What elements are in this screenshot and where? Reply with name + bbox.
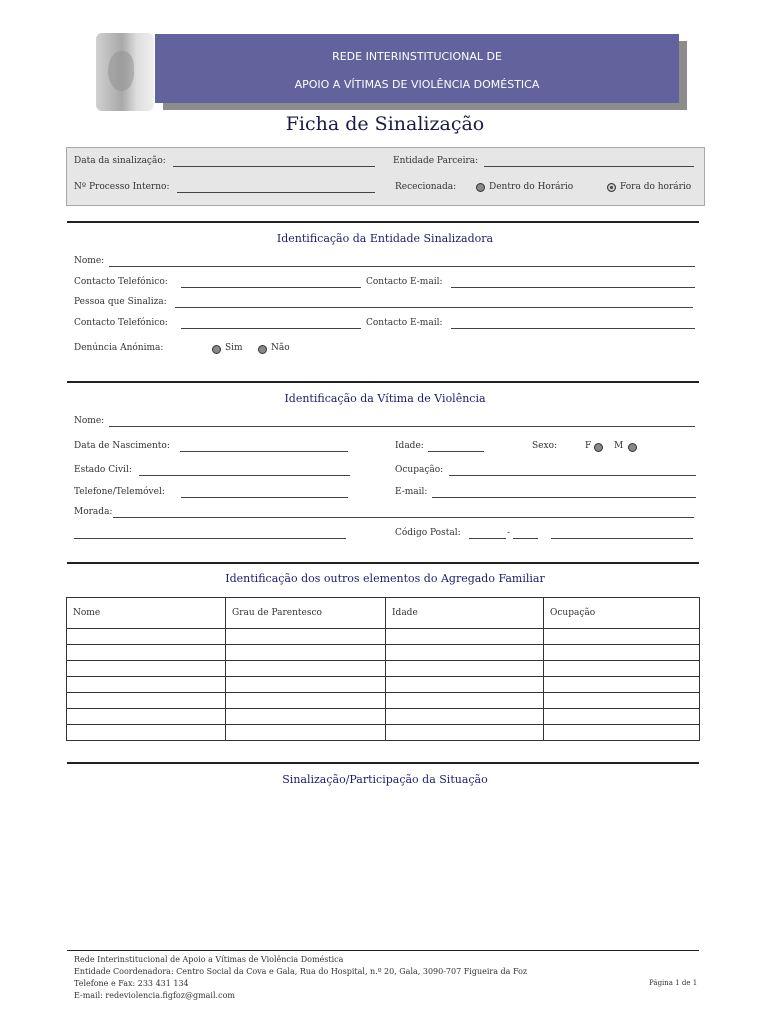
table-cell[interactable] [67,661,226,677]
pessoa-sinaliza-label: Pessoa que Sinaliza: [74,297,167,307]
table-row [67,693,700,709]
morada-field-2[interactable] [74,538,346,539]
table-cell[interactable] [226,661,386,677]
dentro-horario-radio[interactable] [476,183,485,192]
table-row [67,725,700,741]
estado-civil-field[interactable] [139,475,350,476]
column-header-ocupacao: Ocupação [544,598,700,629]
contacto-telefonico-2-label: Contacto Telefónico: [74,318,168,328]
codigo-postal-label: Código Postal: [395,528,461,538]
telefone-field[interactable] [181,497,348,498]
entidade-parceira-field[interactable] [484,166,694,167]
table-cell[interactable] [544,645,700,661]
vitima-email-field[interactable] [432,497,696,498]
codigo-postal-dash: - [507,528,511,538]
table-row [67,661,700,677]
idade-label: Idade: [395,441,424,451]
section-divider [67,762,699,764]
table-row [67,645,700,661]
footer-email: E-mail: redeviolencia.figfoz@gmail.com [74,991,235,1000]
denuncia-sim-radio[interactable] [212,345,221,354]
morada-label: Morada: [74,507,113,517]
table-row [67,709,700,725]
sinalizacao-text-area[interactable] [66,795,700,943]
denuncia-nao-label: Não [271,343,290,353]
data-nascimento-label: Data de Nascimento: [74,441,170,451]
contacto-email-2-field[interactable] [451,328,695,329]
organization-logo [96,33,154,111]
processo-interno-label: Nº Processo Interno: [74,182,170,192]
morada-field[interactable] [113,517,694,518]
idade-field[interactable] [428,451,484,452]
contacto-telefonico-2-field[interactable] [181,328,361,329]
table-row [67,629,700,645]
table-cell[interactable] [386,677,544,693]
table-cell[interactable] [67,645,226,661]
vitima-nome-label: Nome: [74,416,105,426]
table-cell[interactable] [544,661,700,677]
section-divider [67,381,699,383]
table-cell[interactable] [544,677,700,693]
section-title-vitima: Identificação da Vítima de Violência [284,392,486,405]
data-sinalizacao-field[interactable] [173,166,375,167]
denuncia-sim-label: Sim [225,343,243,353]
table-cell[interactable] [386,693,544,709]
table-cell[interactable] [544,693,700,709]
table-cell[interactable] [386,725,544,741]
table-cell[interactable] [67,693,226,709]
sexo-f-label: F [585,441,592,451]
page-number: Página 1 de 1 [649,979,698,987]
table-row [67,677,700,693]
sexo-label: Sexo: [532,441,558,451]
table-header-row [67,598,700,629]
dentro-horario-label: Dentro do Horário [489,182,574,192]
rececionada-label: Rececionada: [395,182,457,192]
table-cell[interactable] [226,725,386,741]
table-cell[interactable] [386,629,544,645]
table-cell[interactable] [386,645,544,661]
pessoa-sinaliza-field[interactable] [175,307,693,308]
data-nascimento-field[interactable] [180,451,348,452]
table-cell[interactable] [544,725,700,741]
table-cell[interactable] [67,725,226,741]
org-name-line1: REDE INTERINSTITUCIONAL DE [332,50,502,63]
column-header-idade: Idade [386,598,544,629]
section-divider [67,221,699,223]
table-cell[interactable] [544,709,700,725]
table-cell[interactable] [67,709,226,725]
section-title-entidade: Identificação da Entidade Sinalizadora [276,232,494,245]
header-banner [155,34,679,103]
table-cell[interactable] [67,629,226,645]
footer [74,954,527,1002]
org-name-line2: APOIO A VÍTIMAS DE VIOLÊNCIA DOMÉSTICA [294,78,540,91]
contacto-email-field[interactable] [451,287,695,288]
table-cell[interactable] [226,693,386,709]
contacto-email-label: Contacto E-mail: [366,277,443,287]
denuncia-anonima-label: Denúncia Anónima: [74,343,164,353]
contacto-telefonico-label: Contacto Telefónico: [74,277,168,287]
ocupacao-label: Ocupação: [395,465,444,475]
telefone-label: Telefone/Telemóvel: [74,487,165,497]
column-header-grau: Grau de Parentesco [226,598,386,629]
footer-divider [67,950,699,951]
household-table [66,597,700,741]
entidade-parceira-label: Entidade Parceira: [393,156,479,166]
data-sinalizacao-label: Data da sinalização: [74,156,166,166]
section-title-agregado: Identificação dos outros elementos do Agregado Familiar [225,572,545,585]
table-cell[interactable] [386,709,544,725]
table-cell[interactable] [226,709,386,725]
ocupacao-field[interactable] [449,475,696,476]
footer-line-1: Rede Interinstitucional de Apoio a Vítimas de Violência Doméstica [74,955,344,964]
processo-interno-field[interactable] [177,192,375,193]
contacto-email-2-label: Contacto E-mail: [366,318,443,328]
nome-field[interactable] [109,266,695,267]
fora-horario-radio[interactable] [607,183,616,192]
footer-line-3: Telefone e Fax: 233 431 134 [74,979,189,988]
table-cell[interactable] [226,677,386,693]
localidade-field[interactable] [551,538,693,539]
section-title-sinalizacao: Sinalização/Participação da Situação [282,773,488,786]
codigo-postal-field-1[interactable] [469,538,506,539]
codigo-postal-field-2[interactable] [513,538,538,539]
table-cell[interactable] [386,661,544,677]
table-cell[interactable] [67,677,226,693]
nome-label: Nome: [74,256,105,266]
table-cell[interactable] [226,645,386,661]
page-title: Ficha de Sinalização [285,113,485,135]
footer-line-2: Entidade Coordenadora: Centro Social da Cova e Gala, Rua do Hospital, n.º 20, Gala, 3090-707 Figueira da Foz [74,967,528,976]
vitima-nome-field[interactable] [109,426,695,427]
sexo-m-radio[interactable] [628,443,637,452]
section-divider [67,562,699,564]
fora-horario-label: Fora do horário [620,182,692,192]
vitima-email-label: E-mail: [395,487,428,497]
sexo-f-radio[interactable] [594,443,603,452]
contacto-telefonico-field[interactable] [181,287,361,288]
sexo-m-label: M [614,441,624,451]
estado-civil-label: Estado Civil: [74,465,132,475]
column-header-nome: Nome [67,598,226,629]
table-cell[interactable] [226,629,386,645]
denuncia-nao-radio[interactable] [258,345,267,354]
table-cell[interactable] [544,629,700,645]
